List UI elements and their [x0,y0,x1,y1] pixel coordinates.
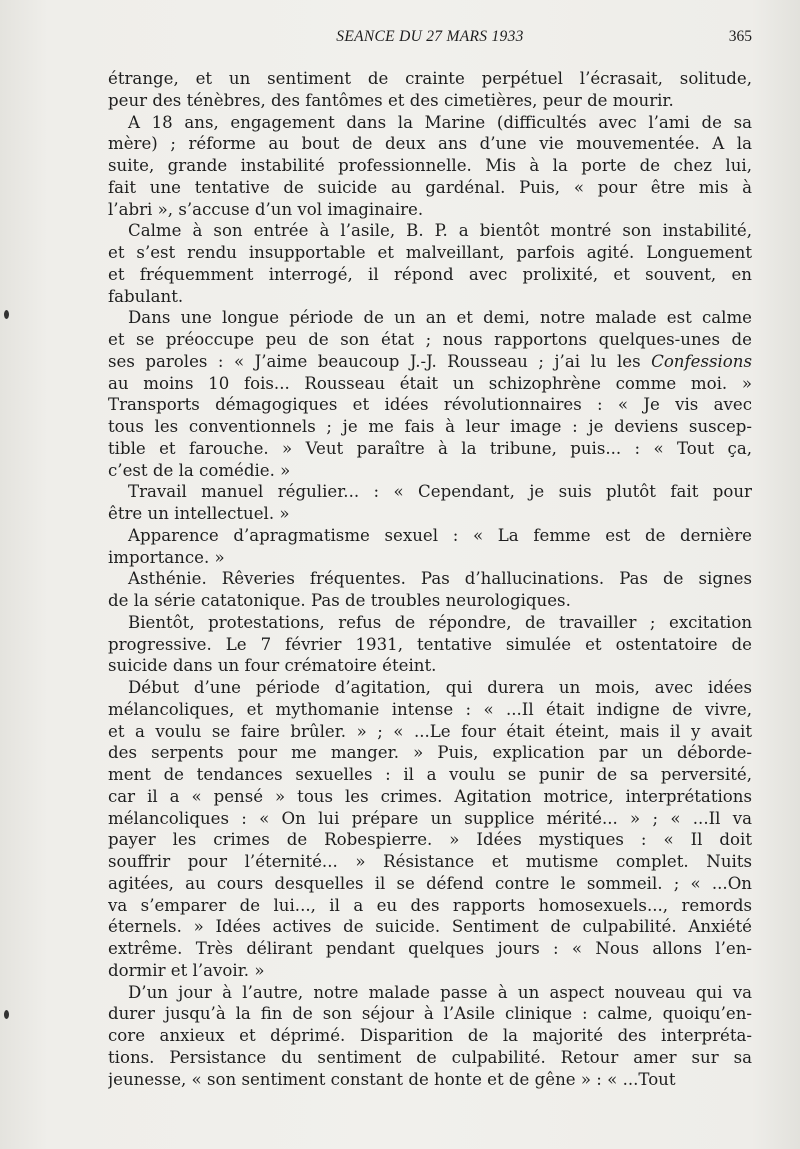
paragraph [108,307,752,481]
text-line: Calme à son entrée à l’asile, B. P. a bientôt montré son instabilité, [128,221,752,241]
text-line: suite, grande instabilité professionnelle. Mis à la porte de chez lui, [108,156,752,175]
text-line: de la série catatonique. Pas de troubles neurologiques. [108,591,571,610]
text-line: payer les crimes de Robespierre. » Idées mystiques : « Il doit [108,830,752,850]
text-line: être un intellectuel. » [108,504,290,523]
text-line: éternels. » Idées actives de suicide. Sentiment de culpabilité. Anxiété [108,917,752,937]
text-line: tous les conventionnels ; je me fais à leur image : je deviens suscep- [108,417,752,436]
text-line: l’abri », s’accuse d’un vol imaginaire. [108,199,424,219]
margin-mark [4,1010,9,1019]
text-line: des serpents pour me manger. » Puis, explication par un déborde- [108,743,752,763]
header-title: SEANCE DU 27 MARS 1933 [336,28,524,45]
text-line: extrême. Très délirant pendant quelques jours : « Nous allons l’en- [108,939,752,958]
text-line: fait une tentative de suicide au gardénal. Puis, « pour être mis à [108,177,752,197]
text-line: mère) ; réforme au bout de deux ans d’une vie mouvementée. A la [108,134,752,154]
body-text [108,68,752,1090]
paragraph [108,220,752,307]
text-line: peur des ténèbres, des fantômes et des cimetières, peur de mourir. [108,90,674,110]
paragraph [108,982,752,1091]
text-line: durer jusqu’à la fin de son séjour à l’Asile clinique : calme, quoiqu’en- [108,1004,752,1024]
text-line: dormir et l’avoir. » [108,960,265,980]
text-line: et s’est rendu insupportable et malveillant, parfois agité. Longuement [108,243,752,262]
text-line: et a voulu se faire brûler. » ; « ...Le four était éteint, mais il y avait [108,721,752,741]
text-line: mélancoliques : « On lui prépare un supplice mérité... » ; « ...Il va [108,808,752,828]
text-line: car il a « pensé » tous les crimes. Agitation motrice, interprétations [108,786,752,806]
text-line: core anxieux et déprimé. Disparition de la majorité des interpréta- [108,1026,752,1045]
text-line: Dans une longue période de un an et demi, notre malade est calme [128,308,752,328]
text-line: progressive. Le 7 février 1931, tentative simulée et ostentatoire de [108,634,752,654]
text-line: et fréquemment interrogé, il répond avec prolixité, et souvent, en [108,264,752,284]
text-line: Bientôt, protestations, refus de répondre, de travailler ; excitation [128,612,752,632]
text-line: D’un jour à l’autre, notre malade passe à un aspect nouveau qui va [128,982,752,1002]
text-line: jeunesse, « son sentiment constant de honte et de gêne » : « ...Tout [108,1069,676,1089]
paragraph [108,525,752,569]
text-line: importance. » [108,547,225,567]
text-line: agitées, au cours desquelles il se défend contre le sommeil. ; « ...On [108,873,752,893]
text-line: Transports démagogiques et idées révolutionnaires : « Je vis avec [108,395,752,415]
text-line: ment de tendances sexuelles : il a voulu se punir de sa perversité, [108,765,752,784]
paragraph [108,677,752,982]
paragraph [108,68,752,112]
text-line: va s’emparer de lui..., il a eu des rapports homosexuels..., remords [108,895,752,915]
text-line: suicide dans un four crématoire éteint. [108,656,437,676]
text-line: c’est de la comédie. » [108,460,291,480]
paragraph [108,481,752,525]
text-line: tions. Persistance du sentiment de culpabilité. Retour amer sur sa [108,1047,752,1067]
running-header [108,28,752,52]
text-line: Début d’une période d’agitation, qui durera un mois, avec idées [128,678,752,697]
text-line: Apparence d’apragmatisme sexuel : « La femme est de dernière [128,525,752,545]
text-line: étrange, et un sentiment de crainte perpétuel l’écrasait, solitude, [108,69,752,88]
text-line: A 18 ans, engagement dans la Marine (difficultés avec l’ami de sa [128,112,752,132]
margin-mark [4,310,9,319]
text-line: au moins 10 fois... Rousseau était un schizophrène comme moi. » [108,373,752,393]
text-line: mélancoliques, et mythomanie intense : « ...Il était indigne de vivre, [108,699,752,719]
text-line: ses paroles : « J’aime beaucoup J.-J. Rousseau ; j’ai lu les Confessions [108,351,752,371]
paragraph [108,612,752,677]
text-line: Asthénie. Rêveries fréquentes. Pas d’hallucinations. Pas de signes [128,569,752,589]
text-line: Travail manuel régulier... : « Cependant, je suis plutôt fait pour [128,482,752,502]
page-number: 365 [728,28,752,45]
paragraph [108,568,752,612]
text-line: fabulant. [108,286,184,306]
paragraph [108,112,752,221]
text-line: et se préoccupe peu de son état ; nous rapportons quelques-unes de [108,330,752,349]
text-line: souffrir pour l’éternité... » Résistance et mutisme complet. Nuits [108,852,752,871]
text-line: tible et farouche. » Veut paraître à la tribune, puis... : « Tout ça, [108,438,752,458]
